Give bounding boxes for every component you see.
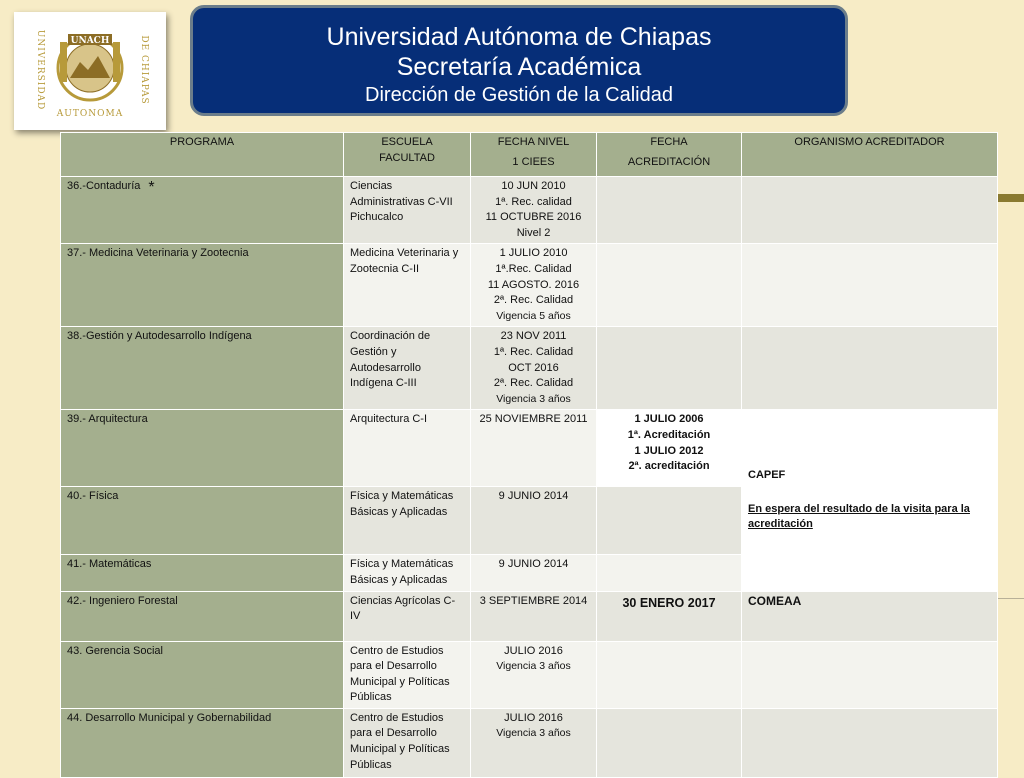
program-cell: 40.- Física — [61, 487, 344, 555]
title-banner — [190, 5, 848, 116]
accreditation-date-cell — [597, 708, 742, 777]
header-programa: PROGRAMA — [61, 133, 344, 177]
level-date-cell: 1 JULIO 2010 1ª.Rec. Calidad 11 AGOSTO. 2016 2ª. Rec. Calidad Vigencia 5 años — [471, 244, 597, 327]
program-cell: 37.- Medicina Veterinaria y Zootecnia — [61, 244, 344, 327]
school-cell: Física y Matemáticas Básicas y Aplicadas — [344, 487, 471, 555]
level-date-cell: 10 JUN 2010 1ª. Rec. calidad 11 OCTUBRE 2016 Nivel 2 — [471, 177, 597, 244]
school-cell: Arquitectura C-I — [344, 410, 471, 487]
accreditation-date-cell — [597, 487, 742, 555]
school-cell: Centro de Estudios para el Desarrollo Municipal y Políticas Públicas — [344, 708, 471, 777]
accreditation-date-cell — [597, 177, 742, 244]
accreditation-date-cell: 1 JULIO 2006 1ª. Acreditación 1 JULIO 2012 2ª. acreditación — [597, 410, 742, 487]
accreditation-date-cell — [597, 641, 742, 708]
school-cell: Coordinación de Gestión y Autodesarrollo Indígena C-III — [344, 327, 471, 410]
table-row — [61, 177, 998, 244]
organism-cell — [742, 641, 998, 708]
accent-divider — [996, 598, 1024, 599]
organism-cell: COMEAA — [742, 591, 998, 641]
school-cell: Ciencias Agrícolas C-IV — [344, 591, 471, 641]
level-date-cell: 9 JUNIO 2014 — [471, 487, 597, 555]
accent-bar — [996, 194, 1024, 202]
program-cell: 39.- Arquitectura — [61, 410, 344, 487]
organism-cell — [742, 708, 998, 777]
svg-text:DE CHIAPAS: DE CHIAPAS — [139, 35, 149, 105]
program-cell: 44. Desarrollo Municipal y Gobernabilidad — [61, 708, 344, 777]
table-row — [61, 327, 998, 410]
university-logo — [14, 12, 166, 130]
program-cell: 41.- Matemáticas — [61, 555, 344, 591]
header-fecha-nivel: FECHA NIVEL 1 CIEES — [471, 133, 597, 177]
school-cell: Medicina Veterinaria y Zootecnia C-II — [344, 244, 471, 327]
program-cell: 43. Gerencia Social — [61, 641, 344, 708]
level-date-cell: 3 SEPTIEMBRE 2014 — [471, 591, 597, 641]
organism-merged-cell — [742, 410, 998, 591]
level-date-cell: 23 NOV 2011 1ª. Rec. Calidad OCT 2016 2ª. Rec. Calidad Vigencia 3 años — [471, 327, 597, 410]
svg-text:UNIVERSIDAD: UNIVERSIDAD — [35, 29, 45, 111]
table-row — [61, 244, 998, 327]
header-fecha-acreditacion: FECHA ACREDITACIÓN — [597, 133, 742, 177]
svg-text:UNACH: UNACH — [70, 36, 110, 46]
level-date-cell: 25 NOVIEMBRE 2011 — [471, 410, 597, 487]
secretariat-name: Secretaría Académica — [396, 53, 642, 81]
accreditation-date-cell: 30 ENERO 2017 — [597, 591, 742, 641]
organism-note: En espera del resultado de la visita para la acreditación — [748, 502, 970, 531]
level-date-cell: 9 JUNIO 2014 — [471, 555, 597, 591]
school-cell: Ciencias Administrativas C-VII Pichucalco — [344, 177, 471, 244]
table-row — [61, 410, 998, 487]
organism-cell — [742, 327, 998, 410]
header-organismo: ORGANISMO ACREDITADOR — [742, 133, 998, 177]
table-row — [61, 591, 998, 641]
accreditation-date-cell — [597, 327, 742, 410]
level-date-cell: JULIO 2016 Vigencia 3 años — [471, 708, 597, 777]
level-date-cell: JULIO 2016 Vigencia 3 años — [471, 641, 597, 708]
program-cell: 38.-Gestión y Autodesarrollo Indígena — [61, 327, 344, 410]
svg-text:AUTONOMA: AUTONOMA — [56, 109, 124, 119]
accreditation-date-cell — [597, 244, 742, 327]
school-cell: Física y Matemáticas Básicas y Aplicadas — [344, 555, 471, 591]
table-row — [61, 708, 998, 777]
program-cell: 42.- Ingeniero Forestal — [61, 591, 344, 641]
table-row — [61, 641, 998, 708]
table-header-row — [61, 133, 998, 177]
header-escuela: ESCUELA FACULTAD — [344, 133, 471, 177]
accreditation-date-cell — [597, 555, 742, 591]
organism-name: CAPEF — [748, 469, 786, 482]
university-name: Universidad Autónoma de Chiapas — [326, 23, 712, 51]
unach-seal-icon — [14, 12, 166, 130]
organism-cell — [742, 244, 998, 327]
organism-cell — [742, 177, 998, 244]
school-cell: Centro de Estudios para el Desarrollo Municipal y Políticas Públicas — [344, 641, 471, 708]
accreditation-table — [60, 132, 998, 778]
program-cell: 36.-Contaduría * — [61, 177, 344, 244]
department-name: Dirección de Gestión de la Calidad — [365, 84, 673, 106]
